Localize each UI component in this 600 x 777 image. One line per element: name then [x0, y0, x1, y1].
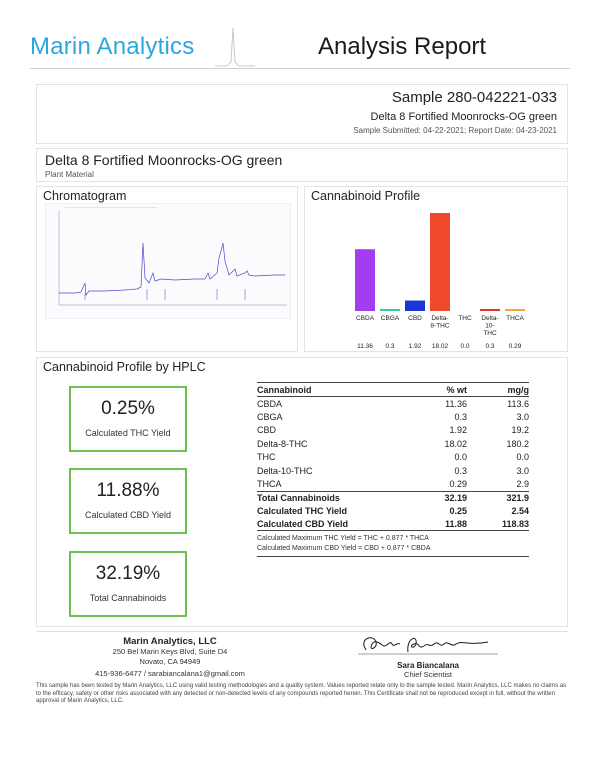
lab-address-1: 250 Bel Marin Keys Blvd, Suite D4: [112, 647, 228, 656]
pct-wt-value: 0.3: [454, 465, 467, 476]
data-label-delta-10-thc: 0.3: [485, 343, 495, 350]
thc-yield-row: [257, 504, 529, 517]
bar-delta-10-thc: [480, 309, 500, 311]
data-label-thc: 0.0: [460, 343, 470, 350]
chromatogram-peak-logo: [215, 22, 255, 68]
tick-label-cbd: CBD: [408, 315, 422, 322]
total-cannabinoids-value: 32.19%: [95, 563, 161, 584]
chromatogram-title: Chromatogram: [43, 189, 127, 203]
cbd-yield-box: [69, 468, 187, 534]
table-row: [257, 451, 529, 464]
cannabinoid-name: CBD: [257, 425, 277, 436]
brand-name: Marin Analytics: [30, 33, 195, 60]
thc-yield-formula: Calculated Maximum THC Yield = THC + 0.877 * THCA: [257, 534, 429, 542]
bar-thca: [505, 309, 525, 311]
total-row: [257, 491, 529, 504]
cbd-yield-formula: Calculated Maximum CBD Yield = CBD + 0.877 * CBDA: [257, 544, 529, 557]
product-type: Plant Material: [45, 170, 94, 179]
mg-g-value: 180.2: [506, 438, 529, 449]
cannabinoid-name: THCA: [257, 479, 282, 490]
pct-wt-value: 0.0: [454, 452, 467, 463]
cbd-yield-value: 11.88%: [96, 480, 160, 501]
thc-yield-row-mg: 2.54: [511, 505, 529, 516]
product-name: Delta 8 Fortified Moonrocks-OG green: [45, 152, 283, 168]
hplc-title: Cannabinoid Profile by HPLC: [43, 360, 206, 374]
mg-g-value: 3.0: [516, 412, 529, 423]
total-mg: 321.9: [506, 492, 529, 503]
lab-contact: 415-936-6477 / sarabiancalana1@gmail.com: [95, 669, 245, 678]
table-header: [257, 382, 529, 397]
total-label: Total Cannabinoids: [257, 492, 340, 503]
pct-wt-value: 1.92: [449, 425, 467, 436]
mg-g-value: 19.2: [511, 425, 529, 436]
bar-cbga: [380, 309, 400, 311]
sample-id: Sample 280-042221-033: [391, 89, 557, 106]
tick-label-delta-10-thc: THC: [483, 330, 497, 337]
sample-info-panel: [36, 84, 568, 144]
total-pct: 32.19: [444, 492, 467, 503]
tick-label-cbga: CBGA: [380, 315, 400, 322]
thc-yield-row-pct: 0.25: [449, 505, 467, 516]
total-cannabinoids-box: [69, 551, 187, 617]
chromatogram-plot: [45, 203, 291, 319]
data-label-thca: 0.29: [508, 343, 522, 350]
col-header-cannabinoid: Cannabinoid: [257, 384, 312, 395]
signature-block: [338, 632, 518, 679]
cannabinoid-name: THC: [257, 452, 276, 463]
hplc-panel: [36, 357, 568, 627]
thc-yield-row-label: Calculated THC Yield: [257, 505, 348, 516]
thc-yield-box: [69, 386, 187, 452]
table-row: [257, 424, 529, 437]
svg-text:~~~~~~~~~~~~~~~~~~~~~~~~~~~~~~: ~~~~~~~~~~~~~~~~~~~~~~~~~~~~~~~~~~~~~~~~~~~~: [65, 206, 158, 209]
signer-name: Sara Biancalana: [397, 661, 459, 670]
bar-delta-8-thc: [430, 213, 450, 311]
thc-yield-value: 0.25%: [101, 398, 155, 419]
profile-title: Cannabinoid Profile: [311, 189, 421, 203]
pct-wt-value: 11.36: [445, 398, 467, 409]
tick-label-cbda: CBDA: [355, 315, 375, 322]
cannabinoid-name: CBDA: [257, 398, 283, 409]
cannabinoid-name: CBGA: [257, 412, 283, 423]
col-header-pct-wt: % wt: [446, 384, 467, 395]
total-cannabinoids-label: Total Cannabinoids: [89, 593, 167, 603]
sample-name: Delta 8 Fortified Moonrocks-OG green: [370, 111, 557, 123]
table-row: [257, 397, 529, 410]
tick-label-delta-8-thc: 8-THC: [430, 322, 450, 330]
hplc-results-table: [257, 382, 529, 557]
tick-label-thc: THC: [458, 315, 472, 322]
tick-label-delta-10-thc: Delta-: [481, 315, 499, 322]
report-title: Analysis Report: [318, 33, 487, 60]
cbd-yield-row: [257, 518, 529, 531]
bar-cbda: [355, 249, 375, 311]
bar-cbd: [405, 301, 425, 311]
lab-contact-block: [60, 636, 280, 679]
cannabinoid-bar-chart: [305, 205, 567, 351]
col-header-mg-g: mg/g: [507, 384, 529, 395]
cbd-yield-row-mg: 118.83: [501, 518, 529, 529]
chromatogram-panel: [36, 186, 298, 352]
sample-dates: Sample Submitted: 04-22-2021; Report Date: 04-23-2021: [353, 126, 557, 135]
tick-label-delta-8-thc: Delta-: [431, 315, 449, 322]
mg-g-value: 113.6: [507, 398, 529, 409]
lab-name: Marin Analytics, LLC: [123, 636, 217, 647]
mg-g-value: 3.0: [516, 465, 529, 476]
signer-role: Chief Scientist: [404, 670, 452, 679]
mg-g-value: 0.0: [516, 452, 529, 463]
handwritten-signature: [338, 632, 518, 656]
tick-label-delta-10-thc: 10-: [485, 322, 495, 330]
data-label-cbda: 11.36: [357, 343, 373, 350]
cannabinoid-name: Delta-8-THC: [257, 438, 308, 449]
cbd-yield-label: Calculated CBD Yield: [84, 510, 172, 520]
table-row: [257, 477, 529, 490]
table-row: [257, 437, 529, 450]
product-panel: [36, 148, 568, 182]
cbd-yield-row-label: Calculated CBD Yield: [257, 518, 349, 529]
pct-wt-value: 0.29: [449, 479, 467, 490]
lab-address-2: Novato, CA 94949: [139, 657, 201, 666]
data-label-cbga: 0.3: [385, 343, 395, 350]
disclaimer: This sample has been tested by Marin Analytics, LLC using valid testing methodologies and a quality system. Values reported relate only to the sample tested. Marin Analytics, LLC makes no claims as to the efficacy, safety or other risks associated with any detected or non-detected levels of any compounds reported herein. This Certificate shall not be reproduced except in full, without the written approval of Marin Analytics, LLC.: [36, 683, 567, 704]
tick-label-thca: THCA: [506, 315, 524, 322]
mg-g-value: 2.9: [516, 479, 529, 490]
header-divider: [30, 68, 570, 69]
cannabinoid-profile-panel: [304, 186, 568, 352]
cbd-yield-row-pct: 11.88: [444, 518, 467, 529]
pct-wt-value: 0.3: [454, 412, 467, 423]
data-label-cbd: 1.92: [408, 343, 422, 350]
cannabinoid-name: Delta-10-THC: [257, 465, 313, 476]
thc-yield-label: Calculated THC Yield: [85, 428, 171, 438]
pct-wt-value: 18.02: [444, 438, 467, 449]
table-row: [257, 410, 529, 423]
table-row: [257, 464, 529, 477]
data-label-delta-8-thc: 18.02: [431, 343, 449, 350]
